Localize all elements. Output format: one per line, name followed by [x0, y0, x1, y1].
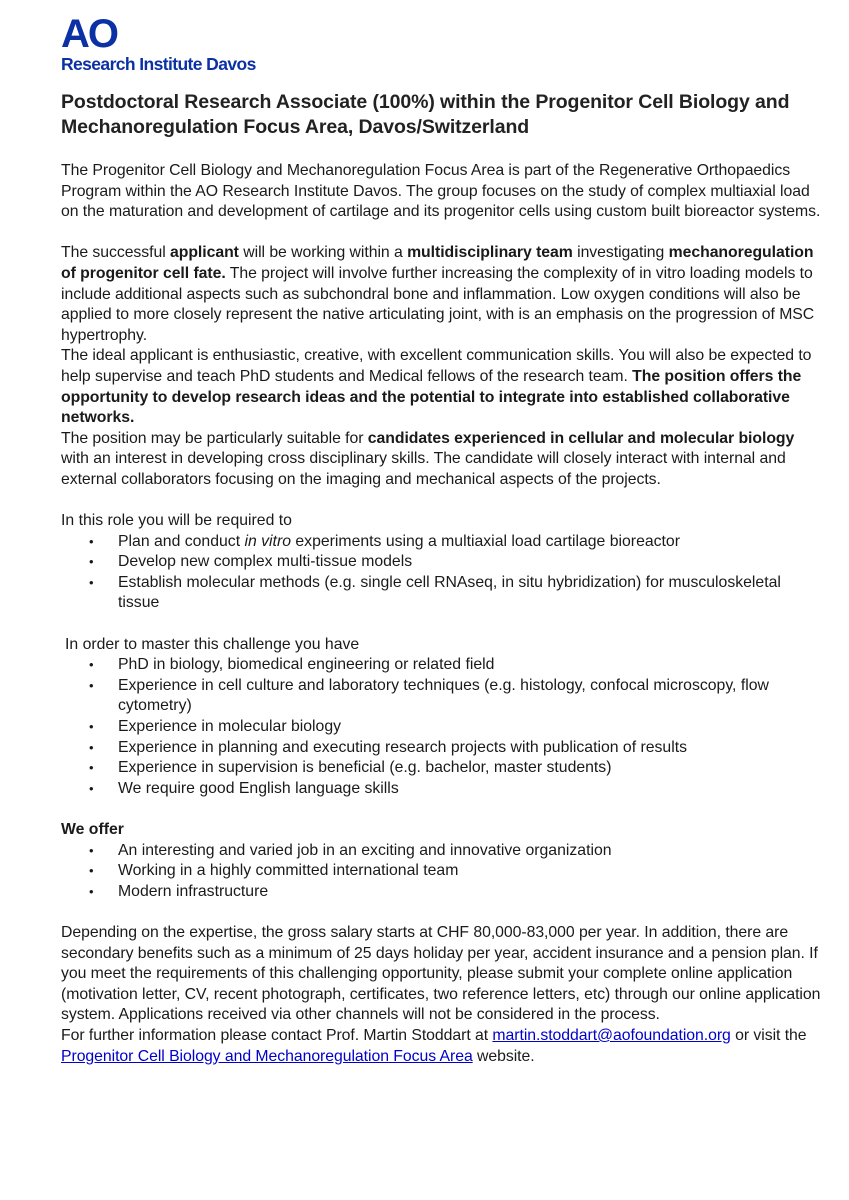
bullet-icon: • [89, 883, 94, 899]
list-item: • Experience in planning and executing research projects with publication of results [61, 738, 821, 759]
list-item: • Modern infrastructure [61, 882, 821, 903]
logo-mark: AO [61, 12, 117, 56]
list-item: • Establish molecular methods (e.g. single cell RNAseq, in situ hybridization) for musculoskeletal tissue [89, 573, 781, 612]
bullet-icon: • [89, 719, 94, 735]
offer-heading: We offer [61, 821, 124, 838]
ao-logo [61, 14, 256, 74]
list-item: • PhD in biology, biomedical engineering or related field [61, 655, 821, 676]
bullet-icon: • [89, 863, 94, 879]
role-heading: In this role you will be required to [61, 512, 292, 530]
bullet-icon: • [89, 574, 94, 590]
list-item: • An interesting and varied job in an exciting and innovative organization [61, 841, 821, 862]
list-item: • Experience in supervision is beneficial (e.g. bachelor, master students) [61, 758, 821, 779]
salary-paragraph: Depending on the expertise, the gross salary starts at CHF 80,000-83,000 per year. In addition, there are secondary benefits such as a minimum of 25 days holiday per year, accident insurance and a pension plan. If you meet the requirements of this challenging opportunity, please submit your complete online application (motivation letter, CV, recent photograph, certificates, two reference letters, etc) through our online application system. Applications received via other channels will not be considered in the process. [61, 923, 821, 1024]
bullet-icon: • [89, 842, 94, 858]
list-item: • We require good English language skills [61, 779, 821, 800]
page-title: Postdoctoral Research Associate (100%) within the Progenitor Cell Biology and Mechanoregulation Focus Area, Davos/Switzerland [61, 91, 790, 138]
list-item: • Experience in molecular biology [61, 717, 821, 738]
list-item: • Experience in cell culture and laboratory techniques (e.g. histology, confocal microscopy, flow cytometry) [89, 676, 769, 715]
bullet-icon: • [89, 780, 94, 796]
list-item: • Plan and conduct in vitro experiments using a multiaxial load cartilage bioreactor [61, 532, 821, 553]
master-heading: In order to master this challenge you have [65, 635, 360, 653]
email-link[interactable]: martin.stoddart@aofoundation.org [492, 1026, 731, 1044]
bullet-icon: • [89, 760, 94, 776]
ideal-applicant-paragraph: The ideal applicant is enthusiastic, creative, with excellent communication skills. You will also be expected to help supervise and teach PhD students and Medical fellows of the research team. The position offers the opportunity to develop research ideas and the potential to integrate into established collaborative networks. [61, 347, 812, 427]
bullet-icon: • [89, 739, 94, 755]
document-body [61, 90, 821, 1067]
master-list [61, 655, 821, 799]
team-paragraph: The successful applicant will be working within a multidisciplinary team investigating mechanoregulation of progenitor cell fate. The project will involve further increasing the complexity of in vitro loading models to include additional aspects such as subchondral bone and inflammation. Low oxygen conditions will also be applied to more closely represent the native articulating joint, with is an emphasis on the progression of MSC hypertrophy. [61, 244, 815, 344]
focus-area-link[interactable]: Progenitor Cell Biology and Mechanoregulation Focus Area [61, 1047, 473, 1065]
suitability-paragraph: The position may be particularly suitable for candidates experienced in cellular and molecular biology with an interest in developing cross disciplinary skills. The candidate will closely interact with internal and external collaborators focusing on the imaging and mechanical aspects of the projects. [61, 429, 795, 488]
bullet-icon: • [89, 533, 94, 549]
contact-paragraph: For further information please contact Prof. Martin Stoddart at martin.stoddart@aofoundation.org or visit the Progenitor Cell Biology and Mechanoregulation Focus Area website. [61, 1026, 807, 1065]
bullet-icon: • [89, 554, 94, 570]
logo-subtitle: Research Institute Davos [61, 54, 256, 74]
offer-list [61, 841, 821, 903]
role-list [61, 532, 821, 614]
bullet-icon: • [89, 657, 94, 673]
list-item: • Develop new complex multi-tissue models [61, 552, 821, 573]
list-item: • Working in a highly committed international team [61, 861, 821, 882]
intro-paragraph: The Progenitor Cell Biology and Mechanoregulation Focus Area is part of the Regenerative Orthopaedics Program within the AO Research Institute Davos. The group focuses on the study of complex multiaxial load on the maturation and development of cartilage and its progenitor cells using custom built bioreactor systems. [61, 162, 821, 221]
bullet-icon: • [89, 677, 94, 693]
